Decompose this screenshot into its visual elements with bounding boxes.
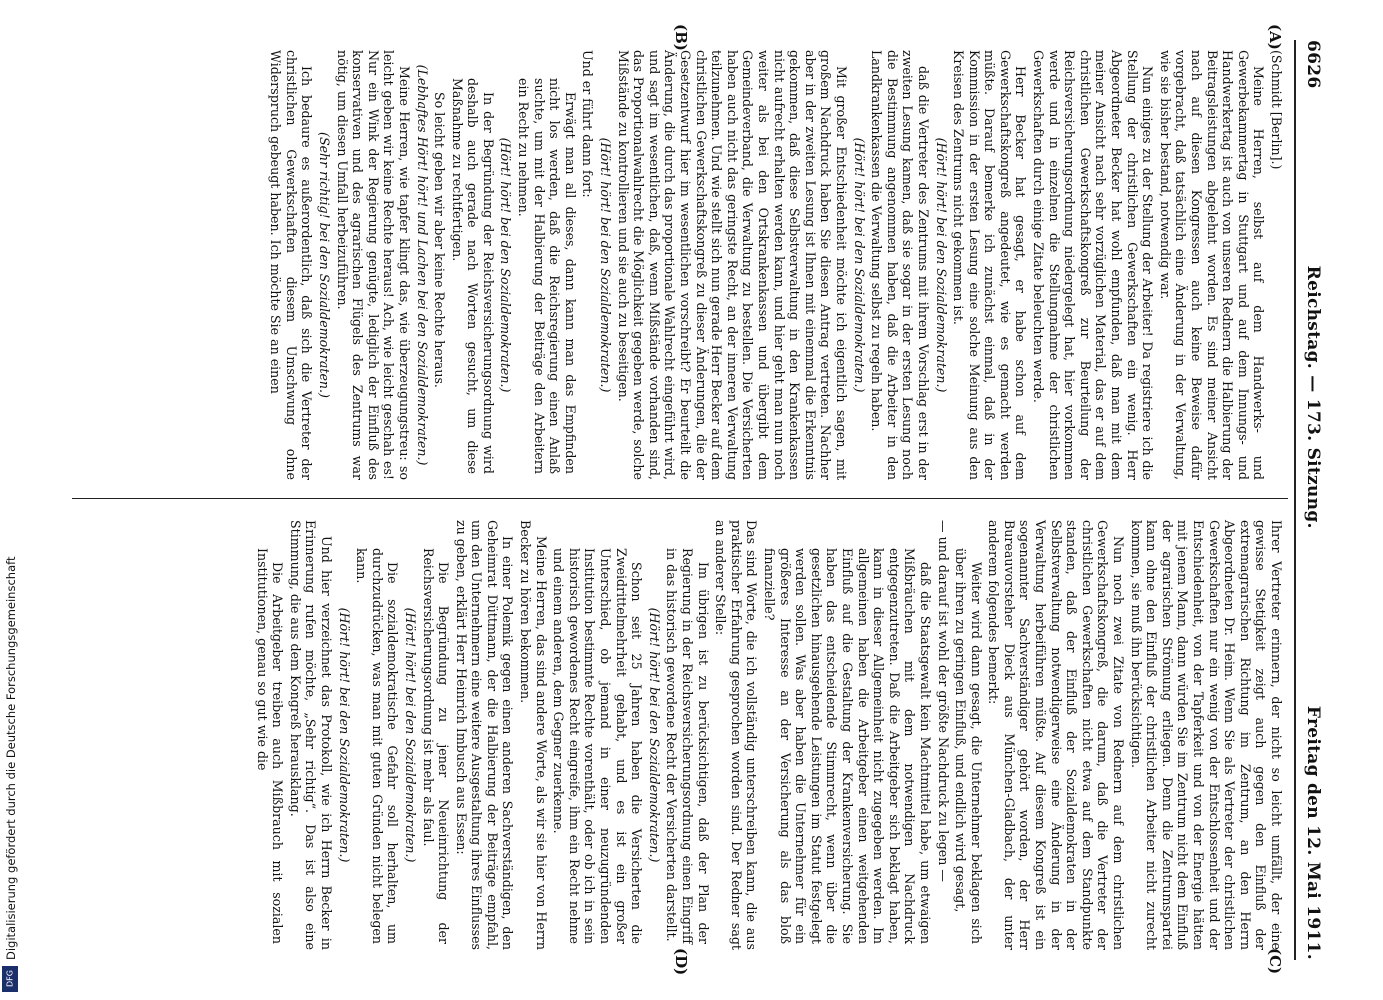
interjection: (Hört! hört! bei den Sozialdemokraten.) — [933, 137, 949, 393]
interjection: (Sehr richtig! bei den Sozialdemokraten.) — [316, 132, 332, 398]
margin-mark-d: (D) — [672, 948, 690, 976]
quotation: daß die Staatsgewalt kein Machtmittel habe, um etwaigen Mißbräuchen mit dem notwendigen Nachdruck entgegenzutreten. Daß die Arbeitgeber sich beklagt haben, kann in dieser Allgemeinheit nicht zugegeben werden. Im allgemeinen haben die Arbeitgeber einen weitgehenden Einfluß auf die Gestaltung der Krankenversicherung. Sie haben das entscheidende Stimmrecht, wenn über die gesetzlichen hinausgehende Leistungen im Statut festgelegt werden sollen. Was aber haben die Unternehmer für ein größeres Interesse an der Versicherung als das bloß finanzielle? — [762, 548, 933, 944]
page-title: Reichstag. — 173. Sitzung. — [1303, 265, 1323, 529]
interjection: (Hört! hört! bei den Sozialdemokraten.) — [646, 607, 662, 863]
paragraph: Meine Herren, wie tapfer klingt das, wie überzeugungstreu: so leicht geben wir keine Rechte heraus! Ach, wie leicht geschah es! Nur ein Wink der Regierung genügte, lediglich der Einfluß des konservativen und des agrarischen Flügels des Zentrums war nötig, um diesen Umfall herbeizuführen. — [334, 50, 412, 480]
quotation: Schon seit 25 Jahren haben die Versicherten die Zweidrittelmehrheit gehabt, und es ist ein großer Unterschied, ob jemand in einer neuzugründenden Institution bestimmte Rechte vorenthält, oder ob ich in sein historisch gewordenes Recht eingreife, ihm ein Recht nehme und einem anderen, dem Gegner zuerkenne. — [551, 548, 645, 944]
paragraph: Mit großer Entschiedenheit möchte ich eigentlich sagen, mit großem Nachdruck haben Sie diesen Antrag vertreten. Nachher aber in der zweiten Lesung ist Ihnen mit einemmal die Erkenntnis gekommen, daß diese Selbstverwaltung in den Krankenkassen nicht aufrecht erhalten werden kann, und hier geht man nun noch weiter als bei den Ortskrankenkassen und übergibt dem Gemeindeverband, die Verwaltung zu bestellen. Die Versicherten haben auch nicht das geringste Recht, an der inneren Verwaltung teilzunehmen. Und wie stellt sich nun gerade Herr Becker auf dem christlichen Gewerkschaftskongreß zu dieser Änderungen, die der Gesetzentwurf hier im wesentlichen vorschreibt? Er beurteilt die Änderung, die durch das proportionale Wahlrecht eingeführt wird, und sagt im wesentlichen, daß, wenn Mißstände vorhanden sind, das Proportionalwahlrecht die Möglichkeit gegeben werde, solche Mißstände zu kontrollieren und sie auch zu beseitigen. — [615, 50, 849, 480]
paragraph: Nun einiges zu der Stellung der Arbeiter! Da registriere ich die Stellung der christlichen Gewerkschaften ein wenig. Herr Abgeordneter Becker hat wohl empfunden, daß man mit dem meiner Ansicht nach sehr vorzüglichen Material, das er auf dem christlichen Gewerkschaftskongreß zur Beurteilung der Reichsversicherungsordnung niedergelegt hat, hier vorkommen werde und in einzelnen die Stellungnahme der christlichen Gewerkschaften durch einige Zitate beleuchten werde. — [1031, 50, 1156, 480]
margin-mark-b: (B) — [672, 24, 690, 51]
interjection: (Lebhaftes Hört! hört! und Lachen bei den Sozialdemokraten.) — [414, 64, 430, 466]
quotation: Die Begründung zu jener Neueinrichtung der Reichsversicherungsordnung ist mehr als faul. — [420, 548, 452, 944]
quotation: So leicht geben wir aber keine Rechte heraus. — [432, 92, 448, 388]
session-date: Freitag den 12. Mai 1911. — [1303, 705, 1323, 960]
header-rule — [1294, 40, 1296, 960]
paragraph: Herr Becker hat gesagt, er habe schon auf dem Gewerkschaftskongreß angedeutet, wie es gemacht werden müßte. Darauf bemerke ich zunächst einmal, daß in der Kommission in der ersten Lesung eine solche Meinung aus den Kreisen des Zentrums nicht gekommen ist. — [951, 50, 1029, 480]
quotation: In der Begründung der Reichsversicherungsordnung wird deshalb auch gerade nach Worten gesucht, um diese Maßnahme zu rechtfertigen. — [449, 78, 496, 474]
paragraph: (Schmidt [Berlin].) — [1269, 50, 1284, 170]
quotation: Weiter wird dann gesagt, die Unternehmer beklagen sich über ihren zu geringen Einfluß, und endlich wird gesagt, — [953, 548, 984, 944]
page-number: 6626 — [1303, 40, 1323, 89]
paragraph: Nun noch zwei Zitate von Rednern auf dem christlichen Gewerkschaftskongreß, die darum, daß die Vertreter der christlichen Gewerkschaften nicht etwa auf dem Standpunkte standen, daß der Einfluß der Sozialdemokraten in der Selbstverwaltung notwendigerweise eine Änderung in der Verwaltung herbeiführen müßte. Auf diesem Kongreß ist ein sogenannter Sachverständiger gehört worden, der Herr Bureauvorsteher Dieck aus München-Gladbach, der unter anderem folgendes bemerkt: — [986, 520, 1127, 950]
interjection: (Hört! hört! bei den Sozialdemokraten.) — [402, 607, 418, 863]
paragraph: Meine Herren, das sind andere Worte, als wir sie hier von Herrn Becker zu hören bekommen. — [518, 520, 549, 950]
interjection: (Hört! hört! bei den Sozialdemokraten.) — [498, 137, 514, 393]
paragraph: Das sind Worte, die ich vollständig unterschreiben kann, die aus praktischer Erfahrung gesprochen worden sind. Der Redner sagt an anderer Stelle: — [713, 520, 760, 950]
paragraph: Ihrer Vertreter erinnern, der nicht so leicht umfällt, der eine gewisse Stetigkeit zeigt auch gegen den Einfluß der extremagrarischen Richtung im Zentrum, an den Herrn Abgeordneten Dr. Heim. Wenn Sie als Vertreter der christlichen Gewerkschaften nur ein wenig von der Entschlossenheit und der Entschiedenheit, von der Tapferkeit und von der Energie hätten mit jenem Mann, dann würden Sie im Zentrum nicht dem Einfluß der agrarischen Strömung erliegen. Denn die Zentrumspartei kann ohne den Einfluß der christlichen Arbeiter nicht zurecht kommen, sie muß ihn berücksichtigen. — [1128, 520, 1284, 950]
digitization-credit — [0, 0, 22, 1000]
paragraph: In einer Polemik gegen einen anderen Sachverständigen, den Geheimrat Düttmann, der die Halbierung der Beiträge empfahl, um den Unternehmern eine weitere Ausgestaltung ihres Einflusses zu geben, erklärt Herr Heinrich Imbusch aus Essen: — [453, 520, 516, 950]
quotation: Erwägt man all dieses, dann kann man das Empfinden nicht los werden, daß die Reichsregierung einen Anlaß suchte, um mit der Halbierung der Beiträge den Arbeitern ein Recht zu nehmen. — [516, 78, 578, 474]
interjection: (Hört! hört! bei den Sozialdemokraten.) — [598, 137, 614, 393]
document-page — [50, 20, 1340, 980]
interjection: (Hört! hört! bei den Sozialdemokraten.) — [336, 607, 352, 863]
credit-text: Digitalisierung gefördert durch die Deutsche Forschungsgemeinschaft — [4, 556, 18, 960]
running-head — [1300, 40, 1326, 960]
right-column — [252, 520, 1284, 950]
dfg-logo: DFG — [2, 966, 18, 992]
quotation: Die Arbeitgeber treiben auch Mißbrauch mit sozialen Institutionen, genau so gut wie die — [254, 548, 286, 944]
margin-mark-c: (C) — [1266, 948, 1284, 975]
paragraph: Und er führt dann fort: — [580, 50, 596, 198]
interjection: (Hört! hört! bei den Sozialdemokraten.) — [851, 137, 867, 393]
quotation: Die sozialdemokratische Gefahr soll herhalten, um durchzudrücken, was man mit guten Gründen nicht belegen kann. — [354, 548, 401, 944]
paragraph: — und darauf ist wohl der größte Nachdruck zu legen — — [935, 520, 951, 882]
paragraph: Meine Herren, selbst auf dem Handwerks- und Gewerbekammertag in Stuttgart und auf dem Innungs- und Handwerkertag ist auch von unseren Rednern die Halbierung der Beitragsleistungen abgelehnt worden. Es sind meiner Ansicht nach auf diesen Kongressen auch keine Beweise dafür vorgebracht, daß tatsächlich eine Änderung in der Verwaltung, wie sie bisher bestand, notwendig war. — [1157, 50, 1267, 480]
margin-mark-a: (A) — [1266, 24, 1284, 50]
column-divider — [72, 498, 1288, 499]
quotation: Im übrigen ist zu berücksichtigen, daß der Plan der Regierung in der Reichsversicherungsordnung einen Eingriff in das historisch gewordene Recht der Versicherten darstellt. — [664, 548, 711, 944]
paragraph: Ich bedaure es außerordentlich, daß sich die Vertreter der christlichen Gewerkschaften diesem Umschwung ohne Widerspruch gebeugt haben. Ich möchte Sie an einen — [268, 50, 315, 480]
left-column — [266, 50, 1284, 480]
paragraph: daß die Vertreter des Zentrums mit ihrem Vorschlag erst in der zweiten Lesung kamen, daß sie sogar in der ersten Lesung noch die Bestimmung angenommen haben, daß die Arbeiter in den Landkrankenkassen die Verwaltung selbst zu regeln haben. — [869, 50, 931, 480]
paragraph: Und hier verzeichnet das Protokoll, wie ich Herrn Becker in Erinnerung rufen möchte, „Sehr richtig“. Das ist also eine Stimmung, die aus dem Kongreß herausklang. — [287, 520, 334, 950]
